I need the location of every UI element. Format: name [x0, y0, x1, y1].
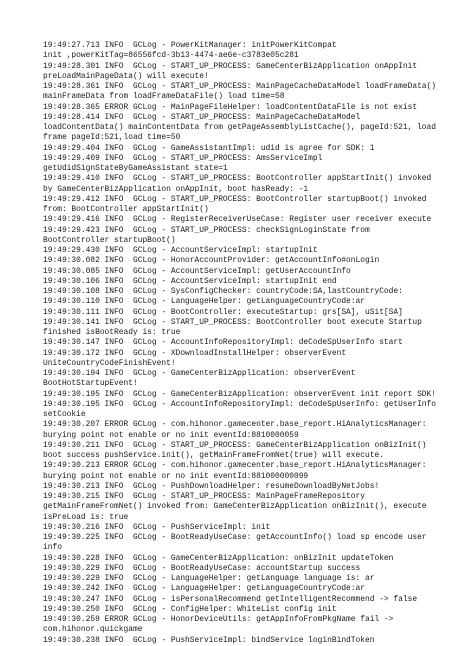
log-line: 19:49:30.213 ERROR GCLog - com.hihonor.gamecenter.base_report.HiAnalyticsManager: — [43, 461, 427, 471]
log-line: 19:49:30.250 INFO GCLog - ConfigHelper: WhiteList config init — [43, 604, 337, 614]
log-line: getUdidSignStateByGameAssistant state=1 — [43, 164, 228, 173]
log-line: 19:49:28.361 INFO GCLog - START_UP_PROCESS: MainPageCacheDataModel loadFrameData() — [43, 82, 437, 91]
log-line: 19:49:30.211 INFO GCLog - START_UP_PROCESS: GameCenterBizApplication onBizInit() — [43, 440, 427, 450]
log-line: preLoadMainPageData() will execute! — [43, 71, 209, 81]
log-line: 19:49:30.082 INFO GCLog - HonorAccountProvider: getAccountInfo#onLogin — [43, 256, 380, 266]
log-line: 19:49:30.242 INFO GCLog - LanguageHelper: getLanguageCountryCode:ar — [43, 584, 365, 594]
log-line: init ,powerKitTag=86556fcd-3b13-4474-ae6e-c3783e05c281 — [43, 51, 299, 61]
log-line: isPreLoad is: true — [43, 512, 129, 522]
log-line: mainFrameData from loadFrameDataFile() load time=58 — [43, 92, 285, 102]
log-line: 19:49:28.414 INFO GCLog - START_UP_PROCESS: MainPageCacheDataModel — [43, 112, 361, 122]
log-line: 19:49:30.215 INFO GCLog - START_UP_PROCESS: MainPageFrameRepository — [43, 492, 365, 501]
log-line: 19:49:30.213 INFO GCLog - PushDownloadHelper: resumeDownloadByNetJobs! — [43, 481, 380, 491]
log-line: info — [43, 543, 62, 553]
log-line: 19:49:29.409 INFO GCLog - START_UP_PROCESS: AmsServiceImpl — [43, 153, 323, 163]
log-line: burying point not enable or no init eventId:881000000099 — [43, 471, 309, 481]
log-line: finished isBootReady is: true — [43, 328, 181, 337]
log-line: UniteCountryCodeFinishEvent! — [43, 358, 176, 368]
log-line: 19:49:30.106 INFO GCLog - AccountServiceImpl: startupInit end — [43, 276, 337, 286]
log-line: getMainFrameFromNet() invoked from: GameCenterBizApplication onBizInit(), execute — [43, 502, 427, 512]
log-line: 19:49:27.713 INFO GCLog - PowerKitManager: initPowerKitCompat — [43, 41, 337, 50]
log-line: 19:49:29.412 INFO GCLog - START_UP_PROCESS: BootController startupBoot() invoked — [43, 194, 427, 204]
log-line: from: BootController appStartInit() — [43, 205, 209, 214]
log-line: 19:49:30.195 INFO GCLog - AccountInfoRepositoryImpl: deCodeSpUserInfo: getUserInfo — [43, 399, 437, 409]
log-line: boot success pushService.init(), getMainFrameFromNet(true) will execute. — [43, 451, 384, 460]
log-line: frame pageId:521,load time=50 — [43, 133, 181, 143]
log-line: 19:49:30.207 ERROR GCLog - com.hihonor.gamecenter.base_report.HiAnalyticsManager: — [43, 420, 427, 430]
log-line: 19:49:30.228 INFO GCLog - GameCenterBizApplication: onBizInit updateToken — [43, 553, 394, 563]
log-line: 19:49:30.216 INFO GCLog - PushServiceImpl: init — [43, 522, 271, 532]
log-line: by GameCenterBizApplication onAppInit, boot hasReady: -1 — [43, 184, 309, 194]
log-line: setCookie — [43, 410, 86, 419]
log-line: 19:49:30.195 INFO GCLog - GameCenterBizApplication: observerEvent init report SDK! — [43, 389, 437, 399]
log-line: BootController startupBoot() — [43, 235, 176, 245]
log-line: 19:49:30.247 INFO GCLog - isPersonalRecommend getIntelligentRecommend -> false — [43, 594, 418, 604]
log-line: loadContentData() mainContentData from getPageAssemblyListCache(), pageId:521, load — [43, 123, 437, 132]
log-line: 19:49:29.410 INFO GCLog - START_UP_PROCESS: BootController appStartInit() invoked — [43, 174, 432, 184]
log-line: 19:49:30.147 INFO GCLog - AccountInfoRepositoryImpl: deCodeSpUserInfo start — [43, 338, 403, 348]
log-line: 19:49:29.430 INFO GCLog - AccountServiceImpl: startupInit — [43, 246, 318, 255]
log-line: 19:49:29.404 INFO GCLog - GameAssistantImpl: udid is agree for SDK: 1 — [43, 143, 375, 153]
log-line: 19:49:30.085 INFO GCLog - AccountServiceImpl: getUserAccountInfo — [43, 266, 351, 276]
log-line: 19:49:30.141 INFO GCLog - START_UP_PROCESS: BootController boot execute Startup — [43, 317, 422, 327]
log-line: 19:49:30.108 INFO GCLog - SysConfigChecker: countryCode:SA,lastCountryCode: — [43, 287, 403, 296]
log-line: 19:49:30.172 INFO GCLog - XDownloadInstallHelper: observerEvent — [43, 348, 347, 358]
log-line: 19:49:30.194 INFO GCLog - GameCenterBizApplication: observerEvent — [43, 369, 356, 378]
log-line: 19:49:30.110 INFO GCLog - LanguageHelper: getLanguageCountryCode:ar — [43, 297, 365, 307]
log-line: 19:49:29.423 INFO GCLog - START_UP_PROCESS: checkSignLoginState from — [43, 225, 370, 235]
log-line: 19:49:28.301 INFO GCLog - START_UP_PROCESS: GameCenterBizApplication onAppInit — [43, 61, 418, 71]
log-line: 19:49:30.238 INFO GCLog - PushServiceImpl: bindService loginBindToken — [43, 635, 375, 645]
log-line: burying point not enable or no init eventId:8810000059 — [43, 430, 299, 440]
log-line: com.hihonor.quickgame — [43, 625, 143, 635]
log-line: 19:49:30.229 INFO GCLog - LanguageHelper: getLanguage language is: ar — [43, 574, 375, 583]
log-line: 19:49:29.416 INFO GCLog - RegisterReceiverUseCase: Register user receiver execute — [43, 215, 432, 225]
log-line: 19:49:30.229 INFO GCLog - BootReadyUseCase: accountStartup success — [43, 563, 361, 573]
log-line: 19:49:30.259 ERROR GCLog - HonorDeviceUtils: getAppInfoFromPkgName fail -> — [43, 615, 394, 624]
log-line: BootHotStartupEvent! — [43, 379, 138, 389]
log-line: 19:49:28.365 ERROR GCLog - MainPageFileHelper: loadContentDataFile is not exist — [43, 102, 418, 112]
log-line: 19:49:30.225 INFO GCLog - BootReadyUseCase: getAccountInfo() load sp encode user — [43, 533, 427, 542]
log-line: 19:49:30.111 INFO GCLog - BootController: executeStartup: grs[SA], uSit[SA] — [43, 307, 403, 317]
